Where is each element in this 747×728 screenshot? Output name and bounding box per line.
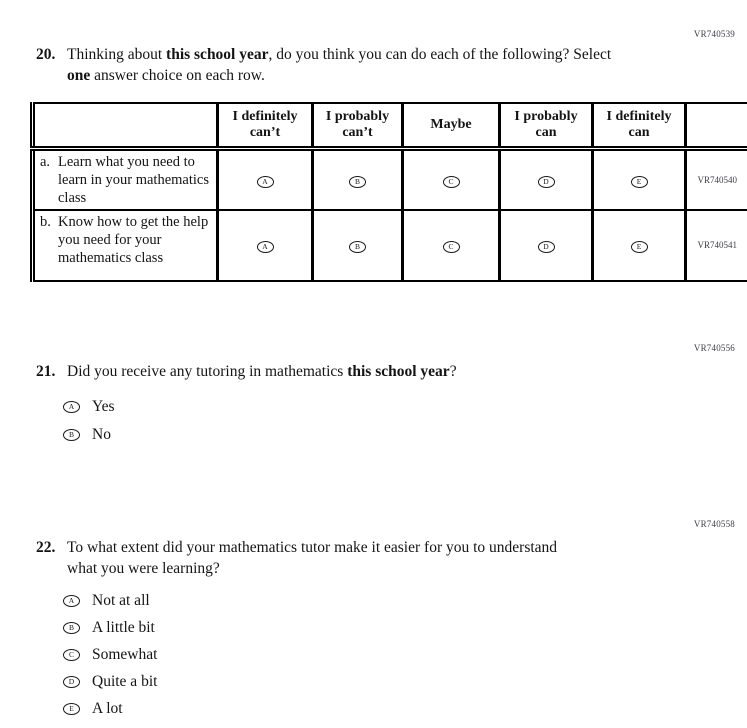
vr-line-q22 <box>0 514 747 532</box>
row-b-cell-A <box>218 210 313 281</box>
bubble-letter: A <box>262 176 268 186</box>
vr-code-q22: VR740558 <box>693 518 735 529</box>
question-21 <box>36 361 747 382</box>
question-20-line1 <box>67 44 611 65</box>
question-22 <box>36 537 747 579</box>
row-a-label: Learn what you need to learn in your mathematics class <box>58 153 209 206</box>
option-label-somewhat: Somewhat <box>92 645 158 663</box>
question-21-line <box>67 361 457 382</box>
bold-emphasis: one <box>67 67 91 84</box>
bubble-letter: D <box>543 176 549 186</box>
option-label-quite-a-bit: Quite a bit <box>92 672 158 690</box>
answer-bubble-quite-a-bit[interactable] <box>63 676 80 688</box>
question-text-segment: , do you think you can do each of the following? Select <box>268 46 612 63</box>
column-header-maybe: Maybe <box>403 103 500 148</box>
answer-bubble-a-lot[interactable] <box>63 703 80 715</box>
question-text-segment: Thinking about <box>67 46 167 63</box>
grid-header-row <box>33 103 747 148</box>
question-20-number: 20. <box>36 46 56 63</box>
row-b-cell-D <box>500 210 593 281</box>
row-a-cell-D <box>500 148 593 210</box>
column-header-definitely-cant: I definitely can’t <box>218 103 313 148</box>
q20-answer-grid <box>30 102 747 282</box>
answer-bubble-b-B[interactable] <box>349 241 366 253</box>
row-b-label-cell <box>33 210 218 281</box>
question-text-segment: answer choice on each row. <box>90 67 265 84</box>
option-a-lot <box>63 700 747 718</box>
answer-bubble-somewhat[interactable] <box>63 649 80 661</box>
option-yes <box>63 398 747 416</box>
vr-line-q21 <box>0 338 747 356</box>
bubble-letter: C <box>68 649 74 659</box>
question-21-text <box>67 361 457 382</box>
option-label-a-little-bit: A little bit <box>92 618 155 636</box>
question-text-segment: Did you receive any tutoring in mathematics <box>67 362 348 380</box>
bubble-letter: E <box>69 703 74 713</box>
row-b-cell-C <box>403 210 500 281</box>
answer-bubble-b-D[interactable] <box>538 241 555 253</box>
grid-code-header <box>686 103 747 148</box>
bubble-letter: B <box>68 429 74 439</box>
option-no <box>63 426 747 444</box>
answer-bubble-a-D[interactable] <box>538 176 555 188</box>
row-a-cell-C <box>403 148 500 210</box>
grid-stub-header <box>33 103 218 148</box>
bubble-letter: B <box>68 622 74 632</box>
answer-bubble-a-E[interactable] <box>631 176 648 188</box>
question-text-segment: ? <box>449 362 457 380</box>
answer-bubble-b-C[interactable] <box>443 241 460 253</box>
option-not-at-all <box>63 592 747 610</box>
option-a-little-bit <box>63 619 747 637</box>
bubble-letter: D <box>543 242 549 251</box>
column-header-probably-cant: I probably can’t <box>313 103 403 148</box>
answer-bubble-b-A[interactable] <box>257 241 274 253</box>
question-22-line2: what you were learning? <box>67 559 220 577</box>
answer-bubble-b-E[interactable] <box>631 241 648 253</box>
answer-bubble-yes[interactable] <box>63 401 80 413</box>
answer-bubble-not-at-all[interactable] <box>63 595 80 607</box>
column-header-probably-can: I probably can <box>500 103 593 148</box>
bubble-letter: C <box>448 242 454 251</box>
row-a-cell-A <box>218 148 313 210</box>
question-20-text <box>67 44 611 86</box>
option-somewhat <box>63 646 747 664</box>
answer-bubble-a-B[interactable] <box>349 176 366 188</box>
question-22-number: 22. <box>36 538 56 556</box>
row-a-label-cell <box>33 148 218 210</box>
question-20-line2 <box>67 65 611 86</box>
option-quite-a-bit <box>63 673 747 691</box>
column-header-definitely-can: I definitely can <box>593 103 686 148</box>
vr-code-row-b: VR740541 <box>686 210 747 281</box>
answer-bubble-a-little-bit[interactable] <box>63 622 80 634</box>
question-20 <box>36 44 747 86</box>
question-22-line1: To what extent did your mathematics tutor make it easier for you to understand <box>67 538 558 556</box>
row-b-cell-E <box>593 210 686 281</box>
bubble-letter: A <box>262 242 268 251</box>
row-a-cell-E <box>593 148 686 210</box>
question-22-text <box>67 537 557 579</box>
bubble-letter: D <box>68 676 75 686</box>
option-label-a-lot: A lot <box>92 699 123 717</box>
answer-bubble-a-A[interactable] <box>257 176 274 188</box>
question-21-options <box>63 398 747 444</box>
vr-line-q20 <box>0 0 747 42</box>
answer-bubble-a-C[interactable] <box>443 176 460 188</box>
bubble-letter: B <box>354 242 360 251</box>
option-label-yes: Yes <box>92 397 115 415</box>
row-a-cell-B <box>313 148 403 210</box>
vr-code-q20: VR740539 <box>693 29 735 39</box>
bubble-letter: E <box>636 176 642 186</box>
row-b-letter: b. <box>40 213 51 230</box>
question-22-options <box>63 592 747 718</box>
option-label-not-at-all: Not at all <box>92 591 150 609</box>
bubble-letter: B <box>354 176 360 186</box>
row-b-label: Know how to get the help you need for your mathematics class <box>58 213 209 266</box>
vr-code-row-a: VR740540 <box>686 148 747 210</box>
row-b-cell-B <box>313 210 403 281</box>
bold-emphasis: this school year <box>166 46 269 63</box>
vr-code-q21: VR740556 <box>693 342 735 353</box>
bubble-letter: A <box>68 595 75 605</box>
bold-emphasis: this school year <box>347 362 450 380</box>
bubble-letter: A <box>68 401 75 411</box>
option-label-no: No <box>92 425 111 443</box>
grid-row-a <box>33 148 747 210</box>
answer-bubble-no[interactable] <box>63 429 80 441</box>
grid-row-b <box>33 210 747 281</box>
question-21-number: 21. <box>36 362 56 380</box>
bubble-letter: E <box>636 242 642 251</box>
bubble-letter: C <box>448 176 454 186</box>
row-a-letter: a. <box>40 153 51 170</box>
